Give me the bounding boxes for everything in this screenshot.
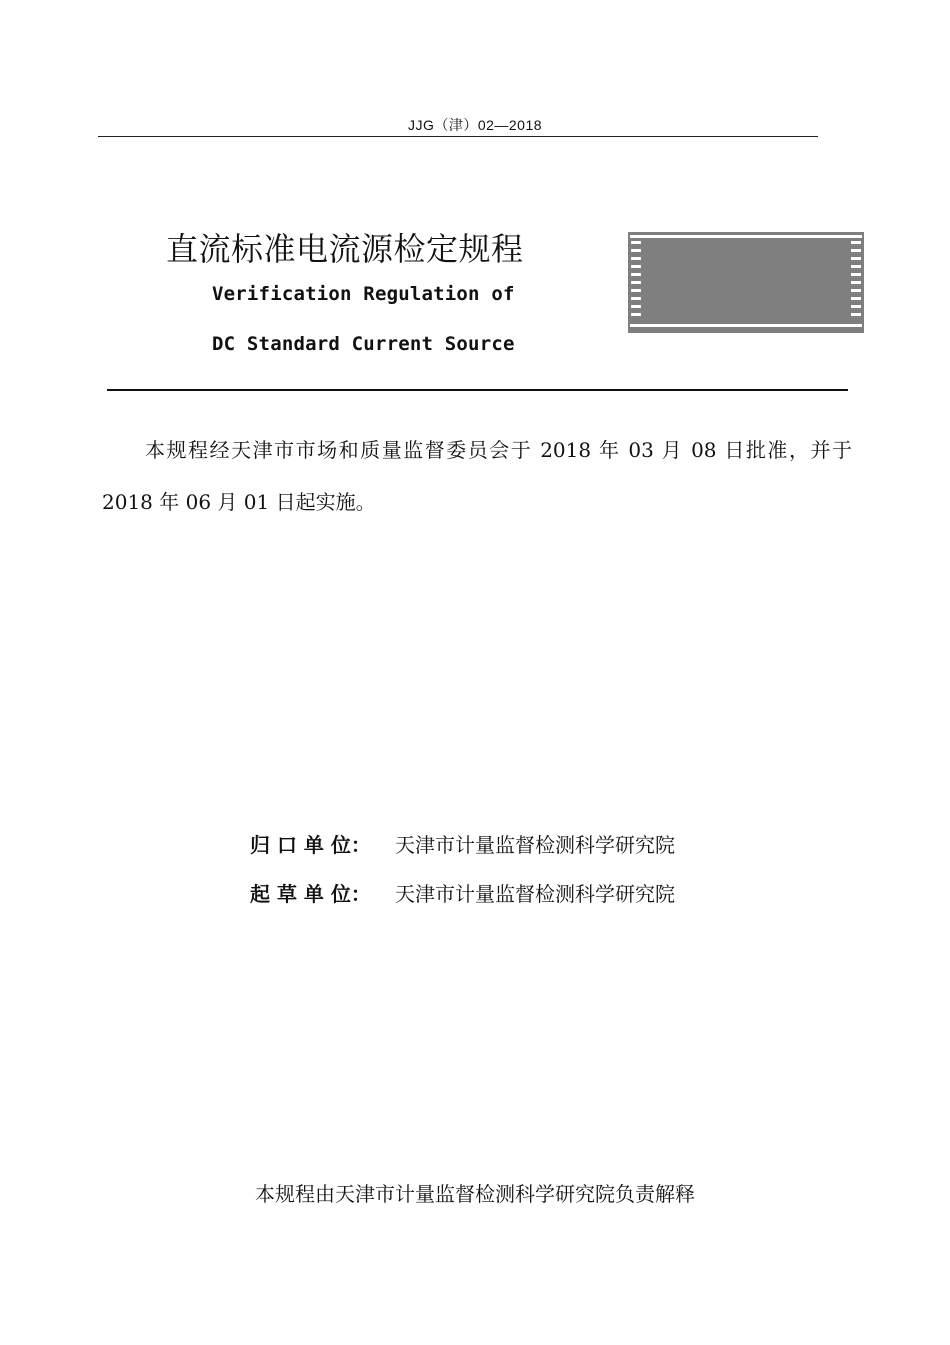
- document-title-chinese: 直流标准电流源检定规程: [166, 230, 524, 268]
- barcode-bottom-stripe: [630, 324, 862, 327]
- barcode-right-ticks: [851, 241, 861, 321]
- responsible-unit-row: [250, 829, 675, 858]
- header-divider: [98, 136, 818, 137]
- barcode-placeholder: [628, 232, 864, 333]
- barcode-top-stripe: [630, 235, 862, 238]
- barcode-left-ticks: [631, 241, 641, 321]
- document-title-english-line2: DC Standard Current Source: [212, 333, 515, 355]
- interpretation-note: 本规程由天津市计量监督检测科学研究院负责解释: [255, 1182, 695, 1206]
- drafting-unit-label: 起 草 单 位：: [250, 882, 371, 906]
- document-title-english-line1: Verification Regulation of: [212, 283, 515, 305]
- approval-statement: 本规程经天津市市场和质量监督委员会于 2018 年 03 月 08 日批准，并于 2018 年 06 月 01 日起实施。: [102, 438, 852, 514]
- drafting-unit-row: [250, 878, 675, 907]
- drafting-unit-value: 天津市计量监督检测科学研究院: [395, 882, 675, 906]
- title-divider: [107, 389, 848, 391]
- standard-code: JJG（津）02—2018: [407, 117, 543, 133]
- responsible-unit-value: 天津市计量监督检测科学研究院: [395, 833, 675, 857]
- responsible-unit-label: 归 口 单 位：: [250, 833, 371, 857]
